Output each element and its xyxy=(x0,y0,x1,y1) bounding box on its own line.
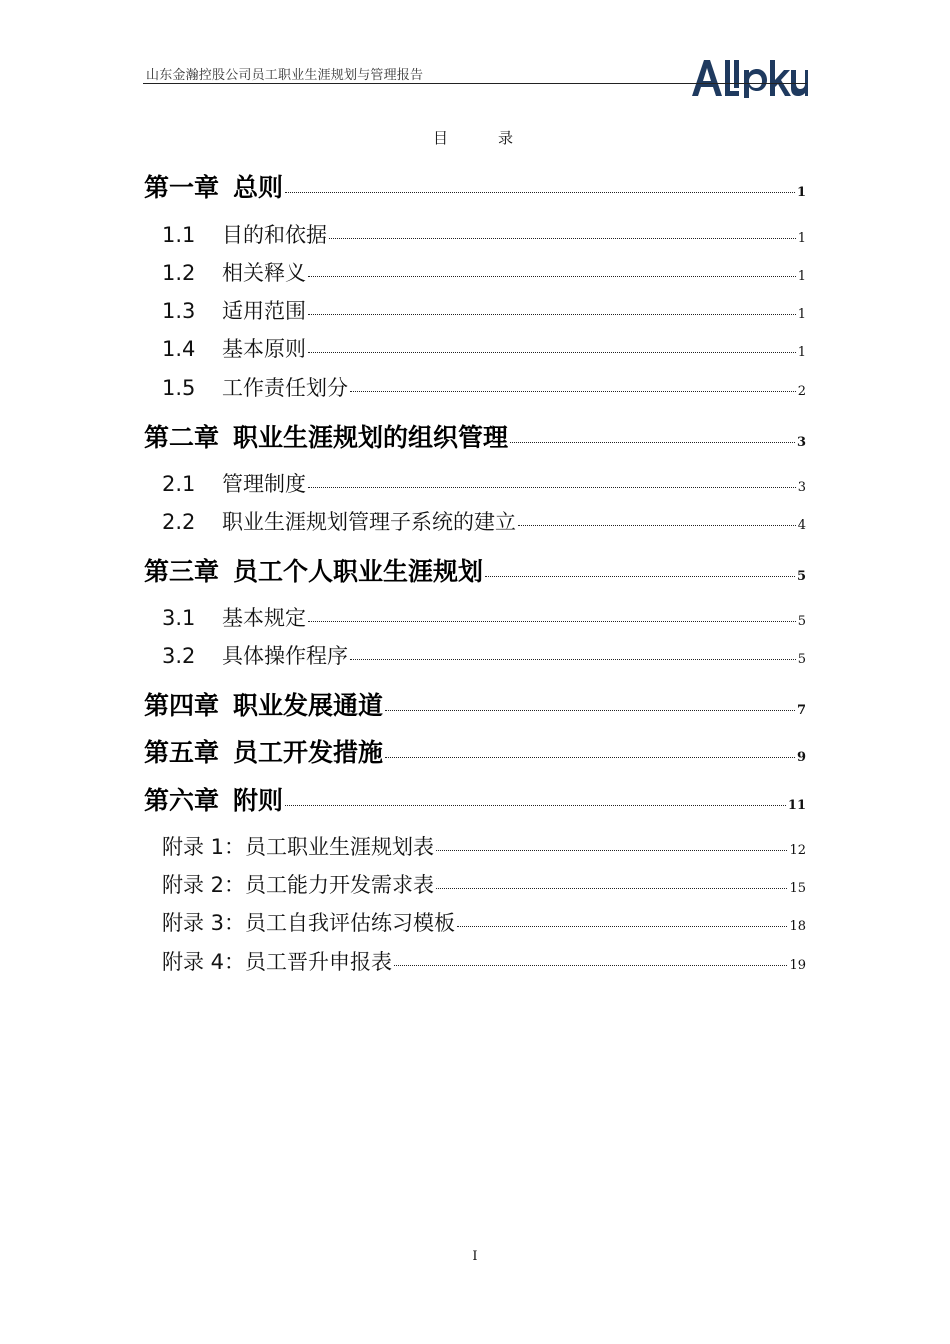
company-logo xyxy=(690,56,808,98)
leader-dots xyxy=(308,276,796,277)
leader-dots xyxy=(518,525,796,526)
page-number: 3 xyxy=(796,435,806,450)
leader-dots xyxy=(385,757,795,758)
section-title: 1.2 相关释义 xyxy=(162,261,306,285)
chapter-title: 第一章 总则 xyxy=(144,173,284,202)
toc-section-1-5[interactable] xyxy=(0,372,950,402)
toc-chapter-4[interactable] xyxy=(0,686,950,722)
section-title: 1.4 基本原则 xyxy=(162,337,306,361)
toc-section-3-2[interactable] xyxy=(0,640,950,670)
toc-appendix-4[interactable] xyxy=(0,946,950,976)
appendix-title: 附录 3：员工自我评估练习模板 xyxy=(162,911,456,935)
leader-dots xyxy=(308,487,796,488)
page-number: 1 xyxy=(797,307,806,322)
page-number: 1 xyxy=(797,231,806,246)
toc-appendix-2[interactable] xyxy=(0,869,950,899)
leader-dots xyxy=(385,710,795,711)
section-title: 3.2 具体操作程序 xyxy=(162,644,348,668)
toc-section-2-2[interactable] xyxy=(0,506,950,536)
leader-dots xyxy=(457,926,787,927)
page-number: 19 xyxy=(789,958,806,973)
header-rule xyxy=(143,83,807,84)
chapter-title: 第五章 员工开发措施 xyxy=(144,738,384,767)
chapter-title: 第三章 员工个人职业生涯规划 xyxy=(144,557,484,586)
toc-section-1-1[interactable] xyxy=(0,219,950,249)
section-title: 1.1 目的和依据 xyxy=(162,223,327,247)
leader-dots xyxy=(436,888,787,889)
page-number: 1 xyxy=(796,185,806,200)
appendix-title: 附录 4：员工晋升申报表 xyxy=(162,950,393,974)
appendix-title: 附录 1：员工职业生涯规划表 xyxy=(162,835,435,859)
page-number: 18 xyxy=(789,919,806,934)
leader-dots xyxy=(285,192,795,193)
page-number: 11 xyxy=(787,798,806,813)
footer-page-number: I xyxy=(472,1249,478,1264)
toc-chapter-5[interactable] xyxy=(0,733,950,769)
page-number: 5 xyxy=(797,652,806,667)
page-number: 9 xyxy=(796,750,806,765)
appendix-title: 附录 2：员工能力开发需求表 xyxy=(162,873,435,897)
leader-dots xyxy=(350,659,796,660)
toc-section-1-3[interactable] xyxy=(0,295,950,325)
toc-chapter-6[interactable] xyxy=(0,781,950,817)
page-number: 7 xyxy=(796,703,806,718)
leader-dots xyxy=(308,352,796,353)
section-title: 2.2 职业生涯规划管理子系统的建立 xyxy=(162,510,516,534)
leader-dots xyxy=(436,850,787,851)
leader-dots xyxy=(308,621,796,622)
leader-dots xyxy=(308,314,796,315)
toc-section-1-2[interactable] xyxy=(0,257,950,287)
section-title: 1.5 工作责任划分 xyxy=(162,376,348,400)
page-number: 5 xyxy=(796,569,806,584)
leader-dots xyxy=(285,805,786,806)
page-number: 2 xyxy=(797,384,806,399)
chapter-title: 第二章 职业生涯规划的组织管理 xyxy=(144,423,509,452)
page-number: 5 xyxy=(797,614,806,629)
page-number: 1 xyxy=(797,345,806,360)
toc-heading-left: 目 xyxy=(433,129,449,147)
chapter-title: 第六章 附则 xyxy=(144,786,284,815)
leader-dots xyxy=(510,442,795,443)
section-title: 2.1 管理制度 xyxy=(162,472,306,496)
leader-dots xyxy=(485,576,795,577)
toc-section-3-1[interactable] xyxy=(0,602,950,632)
toc-chapter-2[interactable] xyxy=(0,418,950,454)
toc-section-2-1[interactable] xyxy=(0,468,950,498)
toc-chapter-1[interactable] xyxy=(0,168,950,204)
leader-dots xyxy=(394,965,787,966)
page-number: 3 xyxy=(797,480,806,495)
chapter-title: 第四章 职业发展通道 xyxy=(144,691,384,720)
section-title: 1.3 适用范围 xyxy=(162,299,306,323)
leader-dots xyxy=(350,391,796,392)
toc-heading-right: 录 xyxy=(498,129,514,147)
toc-chapter-3[interactable] xyxy=(0,552,950,588)
page-number: 4 xyxy=(797,518,806,533)
page-number: 1 xyxy=(797,269,806,284)
toc-appendix-1[interactable] xyxy=(0,831,950,861)
page-number: 15 xyxy=(789,881,806,896)
toc-section-1-4[interactable] xyxy=(0,333,950,363)
toc-appendix-3[interactable] xyxy=(0,907,950,937)
header-title: 山东金瀚控股公司员工职业生涯规划与管理报告 xyxy=(146,68,424,83)
toc-heading xyxy=(433,127,513,148)
page-number: 12 xyxy=(789,843,806,858)
leader-dots xyxy=(329,238,796,239)
section-title: 3.1 基本规定 xyxy=(162,606,306,630)
